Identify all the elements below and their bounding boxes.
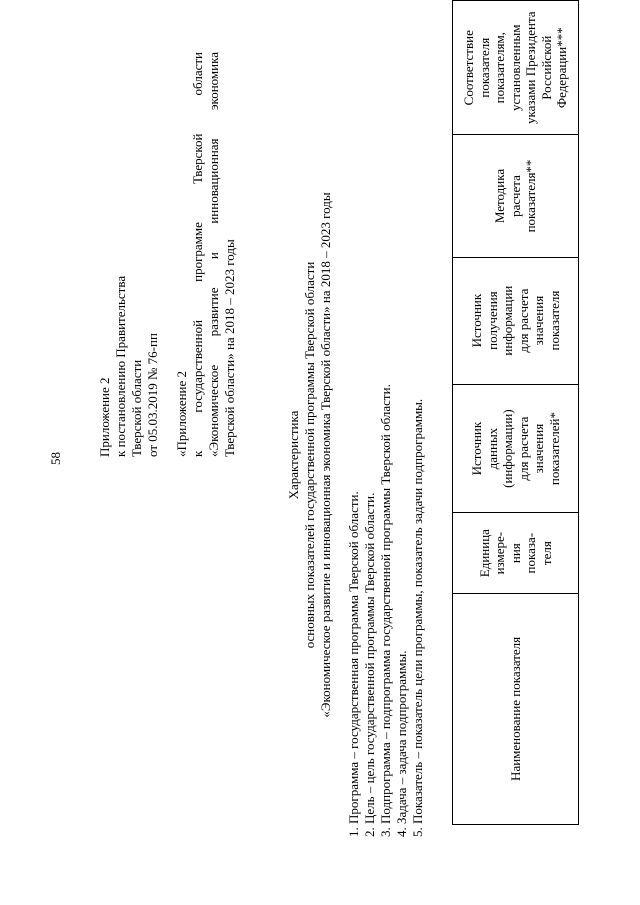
table-header-text-line: для расчета: [515, 288, 531, 353]
table-header-text-line: показателя: [476, 37, 492, 98]
header-unit: [453, 513, 579, 593]
document-title: [286, 175, 334, 735]
table-header-text-line: получения: [484, 291, 500, 350]
title-line: «Экономическое развитие и инновационная экономика Тверской области» на 2018 – 2023 годы: [318, 192, 333, 718]
header-data-source: [453, 384, 579, 513]
table-header-text-line: для расчета: [515, 416, 531, 481]
table-header-text-line: измере-: [492, 531, 508, 575]
table-header-text-line: показателям,: [492, 32, 508, 104]
definition-item: 5. Показатель – показатель цели программы, показатель задачи подпрограммы.: [410, 398, 425, 837]
appendix-header-line: от 05.03.2019 № 76-пп: [145, 333, 160, 457]
table-header-text-line: Соответствие: [461, 30, 477, 106]
header-presidential-compliance: [453, 1, 579, 135]
table-header-text-line: показателей*: [546, 412, 562, 486]
table-header-text-line: показа-: [523, 532, 539, 574]
table-header-text-line: показателя**: [523, 159, 539, 233]
table-header-text-line: теля: [538, 541, 554, 566]
appendix-prior-line: к государственной программе Тверской области: [190, 52, 205, 457]
table-header-text-line: указами Президента: [523, 11, 539, 125]
appendix-header: [97, 276, 161, 457]
definition-item: 4. Задача – задача подпрограммы.: [394, 650, 409, 837]
page-number: 58: [48, 452, 63, 465]
definition-item: 3. Подпрограмма – подпрограмма государственной программы Тверской области.: [378, 384, 393, 837]
appendix-prior-line: Тверской области» на 2018 – 2023 годы: [222, 239, 237, 457]
table-header-text-line: значения: [531, 423, 546, 474]
table-header-text-line: показателя: [546, 290, 562, 351]
table-header-text-line: Источник: [469, 293, 484, 348]
definition-item: 1. Программа – государственная программа Тверской области.: [346, 491, 361, 837]
appendix-prior-line: «Приложение 2: [174, 370, 189, 457]
definitions-list: [346, 384, 426, 837]
table-header-text-line: информации: [500, 285, 515, 356]
title-line: основных показателей государственной программы Тверской области: [302, 261, 317, 649]
table-header-text-line: расчета: [507, 175, 523, 217]
table-header-text-line: Федерации***: [554, 27, 570, 109]
appendix-header-line: Тверской области: [129, 359, 144, 457]
table-header-row: [453, 1, 579, 825]
table-header-text-line: ния: [507, 543, 523, 564]
table-header-text-line: установленным: [507, 24, 523, 111]
header-info-source: [453, 257, 579, 384]
table-header-text-line: Методика: [492, 168, 508, 224]
table-header-text-line: Единица: [476, 529, 492, 578]
appendix-prior-line: «Экономическое развитие и инновационная экономика: [206, 52, 221, 457]
table-header-text-line: Наименование показателя: [507, 636, 523, 781]
title-line: Характеристика: [286, 410, 301, 500]
appendix-header-line: к постановлению Правительства: [113, 275, 128, 457]
appendix-header-line: Приложение 2: [97, 377, 112, 457]
table-header-text-line: значения: [531, 295, 546, 346]
table-header-text-line: (информации): [500, 409, 515, 488]
header-indicator-name: [453, 593, 579, 824]
table-header-text-line: Российской: [538, 35, 554, 100]
indicators-table: [452, 0, 579, 825]
appendix-prior: [174, 52, 238, 457]
table-header-text-line: данных: [484, 427, 500, 470]
definition-item: 2. Цель – цель государственной программы Тверской области.: [362, 492, 377, 837]
table-header-text-line: Источник: [469, 421, 484, 476]
header-method: [453, 135, 579, 257]
